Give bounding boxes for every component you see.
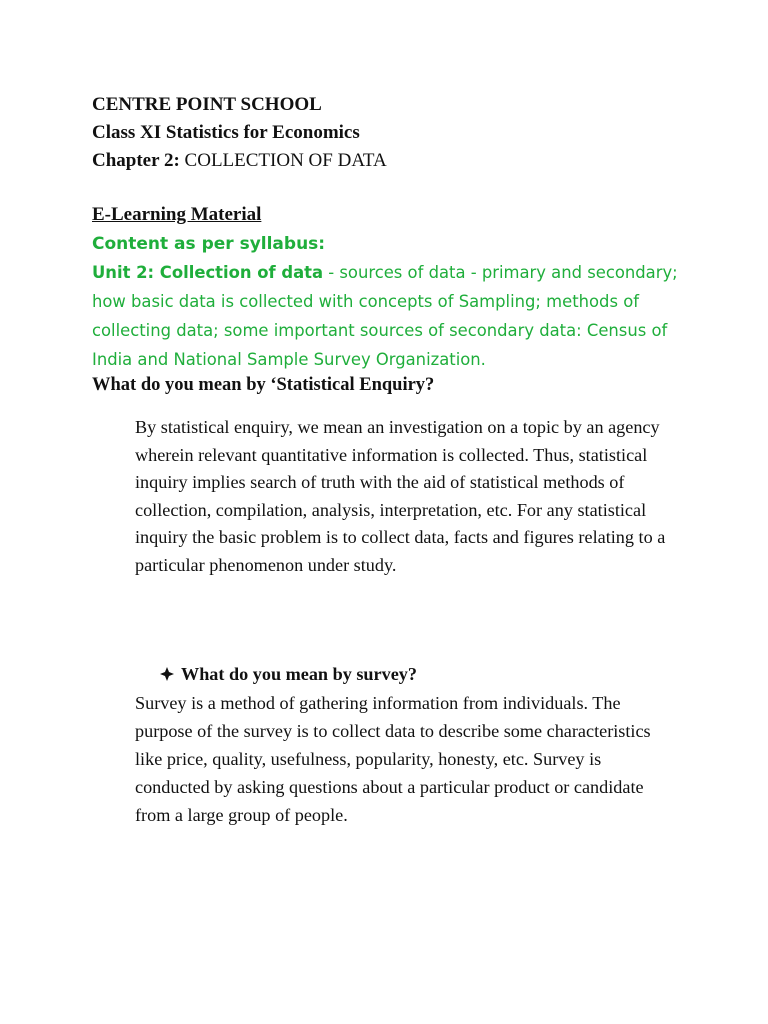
syllabus-unit-description: [92, 258, 692, 374]
unit-label: Unit 2: Collection of data: [92, 263, 324, 282]
chapter-label: Chapter 2:: [92, 150, 185, 171]
chapter-line: [92, 149, 387, 173]
class-subject-line: Class XI Statistics for Economics: [92, 122, 360, 143]
statistical-enquiry-question: What do you mean by ‘Statistical Enquiry?: [92, 375, 435, 395]
diamond-bullet-icon: [160, 667, 174, 681]
survey-answer: Survey is a method of gathering information from individuals. The purpose of the survey is to collect data to describe some characteristics like price, quality, usefulness, popularity, honesty, etc. Survey is conducted by asking questions about a particular product or candidate from a large group of people.: [135, 693, 651, 825]
statistical-enquiry-answer: By statistical enquiry, we mean an investigation on a topic by an agency wherein relevant quantitative information is collected. Thus, statistical inquiry implies search of truth with the aid of statistical methods of collection, compilation, analysis, interpretation, etc. For any statistical inquiry the basic problem is to collect data, facts and figures relating to a particular phenomenon under study.: [135, 417, 666, 575]
school-name: CENTRE POINT SCHOOL: [92, 94, 322, 115]
e-learning-material-label: E-Learning Material: [92, 204, 262, 225]
syllabus-heading: Content as per syllabus:: [92, 234, 326, 254]
survey-question-line: [160, 662, 417, 686]
unit-text: - sources of data - primary and secondary; how basic data is collected with concepts of Sampling; methods of collecting data; some important sources of secondary data: Census of India and National Sample Survey Organization.: [92, 263, 678, 369]
chapter-title: COLLECTION OF DATA: [184, 150, 387, 171]
survey-question: What do you mean by survey?: [181, 664, 417, 684]
